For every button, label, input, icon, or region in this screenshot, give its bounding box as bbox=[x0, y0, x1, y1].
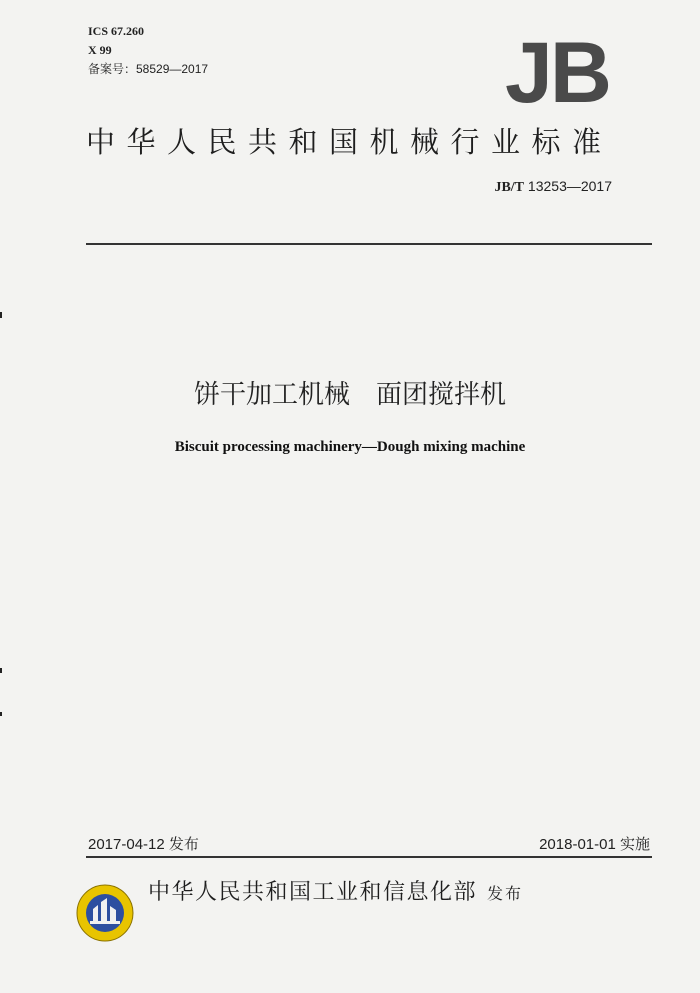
publisher-suffix: 发布 bbox=[487, 884, 524, 903]
publisher-name: 中华人民共和国工业和信息化部 bbox=[148, 880, 478, 905]
standard-number-value: 13253—2017 bbox=[527, 178, 612, 194]
standard-number-prefix: JB/T bbox=[494, 180, 525, 195]
classification-code: X 99 bbox=[88, 43, 112, 57]
svg-text:JB: JB bbox=[505, 28, 609, 110]
ministry-emblem-icon bbox=[76, 884, 134, 942]
ics-code: ICS 67.260 bbox=[88, 24, 145, 38]
document-title-english: Biscuit processing machinery—Dough mixing machine bbox=[174, 439, 526, 455]
publisher bbox=[148, 875, 523, 906]
record-number: 备案号：58529—2017 bbox=[88, 62, 209, 76]
implementation-date: 2018-01-01 实施 bbox=[539, 836, 650, 853]
issue-date: 2017-04-12 发布 bbox=[88, 836, 199, 853]
top-divider bbox=[86, 243, 652, 245]
header-meta bbox=[88, 22, 208, 79]
scan-mark bbox=[0, 668, 2, 673]
standard-type-heading: 中华人民共和国机械行业标准 bbox=[86, 125, 613, 159]
document-title-chinese: 饼干加工机械 面团搅拌机 bbox=[193, 380, 506, 410]
bottom-divider bbox=[86, 856, 652, 858]
scan-mark bbox=[0, 712, 2, 716]
standard-number bbox=[494, 178, 612, 196]
jb-logo bbox=[492, 28, 622, 110]
scan-mark bbox=[0, 312, 2, 318]
